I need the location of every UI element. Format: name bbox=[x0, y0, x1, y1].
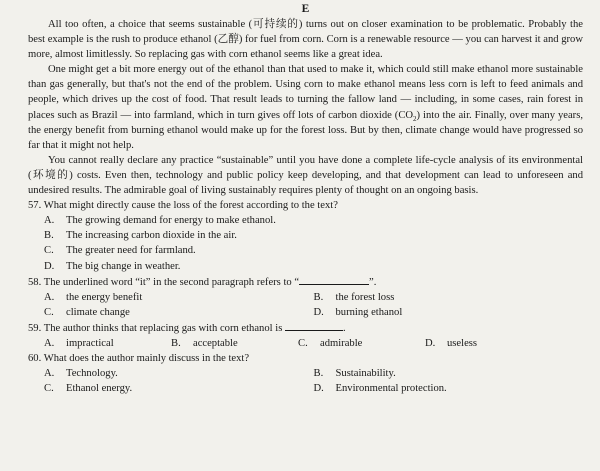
option-text: acceptable bbox=[193, 337, 238, 349]
option-text: Ethanol energy. bbox=[66, 383, 133, 395]
options-grid bbox=[28, 290, 583, 320]
option bbox=[298, 336, 425, 351]
co2-subscript: 2 bbox=[413, 114, 417, 123]
answer-blank bbox=[299, 274, 369, 285]
question-number: 58. bbox=[28, 276, 42, 288]
option-label: A. bbox=[44, 368, 55, 380]
option bbox=[314, 381, 584, 396]
option-label: A. bbox=[44, 215, 55, 227]
option-text: admirable bbox=[320, 337, 363, 349]
option-text: The increasing carbon dioxide in the air. bbox=[66, 230, 237, 242]
option-text: Technology. bbox=[66, 368, 118, 380]
paragraph-3: You cannot really declare any practice “sustainable” until you have done a complete life-cycle analysis of its environmental (环境的) costs. Even then, technology and public policy keep developing, and that development can lead to unforeseen and undesired results. The admirable goal of living sustainably requires plenty of thought on an ongoing basis. bbox=[28, 154, 583, 197]
option-text: Sustainability. bbox=[335, 368, 396, 380]
option-label: C. bbox=[298, 337, 308, 349]
option-label: A. bbox=[44, 337, 55, 349]
answer-blank bbox=[285, 320, 343, 331]
option-label: B. bbox=[313, 368, 324, 380]
option-label: D. bbox=[44, 260, 55, 272]
option-label: C. bbox=[44, 306, 54, 318]
option-label: B. bbox=[171, 337, 181, 349]
paragraph-1: All too often, a choice that seems sustainable (可持续的) turns out on closer examination to be problematic. Probably the best example is the rush to produce ethanol (乙醇) for fuel from corn. Corn is a renewable resource — you can harvest it and grow more, almost limitlessly. So replacing gas with corn ethanol seems like a great idea. bbox=[28, 19, 583, 61]
option bbox=[314, 366, 584, 381]
section-heading: E bbox=[301, 3, 310, 15]
option bbox=[28, 243, 583, 258]
paragraph-2-part-2: ) into the air. Finally, over many years, the energy benefit from burning ethanol would make up for the forest loss. But by then, climate change would have progressed so far that it might not help. bbox=[28, 109, 583, 151]
paragraph-2 bbox=[28, 62, 583, 153]
question-number: 60. bbox=[28, 353, 42, 365]
question-stem-before: The author thinks that replacing gas with corn ethanol is bbox=[43, 322, 283, 334]
option-text: climate change bbox=[66, 306, 130, 318]
option bbox=[28, 228, 583, 243]
question-stem-before: The underlined word “it” in the second paragraph refers to “ bbox=[43, 276, 300, 288]
option-text: The big change in weather. bbox=[66, 260, 181, 272]
option-text: The growing demand for energy to make ethanol. bbox=[66, 215, 276, 227]
paragraph-2-part-1: One might get a bit more energy out of the ethanol than that used to make it, which could still make ethanol more sustainable than gas generally, but that's not the end of the problem. Using corn to make ethanol means less corn is left to feed animals and people, which drives up the cost of food. That result leads to turning the fallow land — including, in some cases, rain forest in places such as Brazil — into farmland, which in turn gives off lots of carbon dioxide (CO bbox=[28, 64, 583, 121]
question-58 bbox=[28, 274, 583, 290]
question-stem: What might directly cause the loss of the forest according to the text? bbox=[43, 200, 338, 212]
option-text: The greater need for farmland. bbox=[66, 245, 196, 257]
option-text: burning ethanol bbox=[335, 306, 403, 318]
question-59 bbox=[28, 320, 583, 336]
question-57 bbox=[28, 198, 583, 213]
option bbox=[314, 290, 584, 305]
options-grid bbox=[28, 366, 583, 396]
option bbox=[28, 213, 583, 228]
option bbox=[44, 290, 314, 305]
option bbox=[171, 336, 298, 351]
option-label: D. bbox=[313, 306, 324, 318]
option-label: B. bbox=[313, 291, 324, 303]
option-text: Environmental protection. bbox=[335, 383, 447, 395]
option bbox=[44, 381, 314, 396]
option-label: C. bbox=[44, 245, 54, 257]
question-stem-after: ”. bbox=[369, 276, 377, 288]
option-label: D. bbox=[425, 337, 436, 349]
question-number: 57. bbox=[28, 200, 42, 212]
option-text: the energy benefit bbox=[66, 291, 143, 303]
option-label: B. bbox=[44, 230, 54, 242]
option-label: D. bbox=[313, 383, 324, 395]
option-label: C. bbox=[44, 383, 54, 395]
option bbox=[44, 336, 171, 351]
option-text: useless bbox=[447, 337, 478, 349]
option bbox=[314, 305, 584, 320]
option-text: the forest loss bbox=[335, 291, 395, 303]
question-stem-after: . bbox=[342, 322, 346, 334]
options-row bbox=[28, 336, 583, 351]
option bbox=[28, 259, 583, 274]
option-label: A. bbox=[44, 291, 55, 303]
question-60 bbox=[28, 351, 583, 366]
option bbox=[425, 336, 552, 351]
option-text: impractical bbox=[66, 337, 114, 349]
question-number: 59. bbox=[28, 322, 42, 334]
option bbox=[44, 366, 314, 381]
option bbox=[44, 305, 314, 320]
question-stem: What does the author mainly discuss in the text? bbox=[43, 353, 250, 365]
